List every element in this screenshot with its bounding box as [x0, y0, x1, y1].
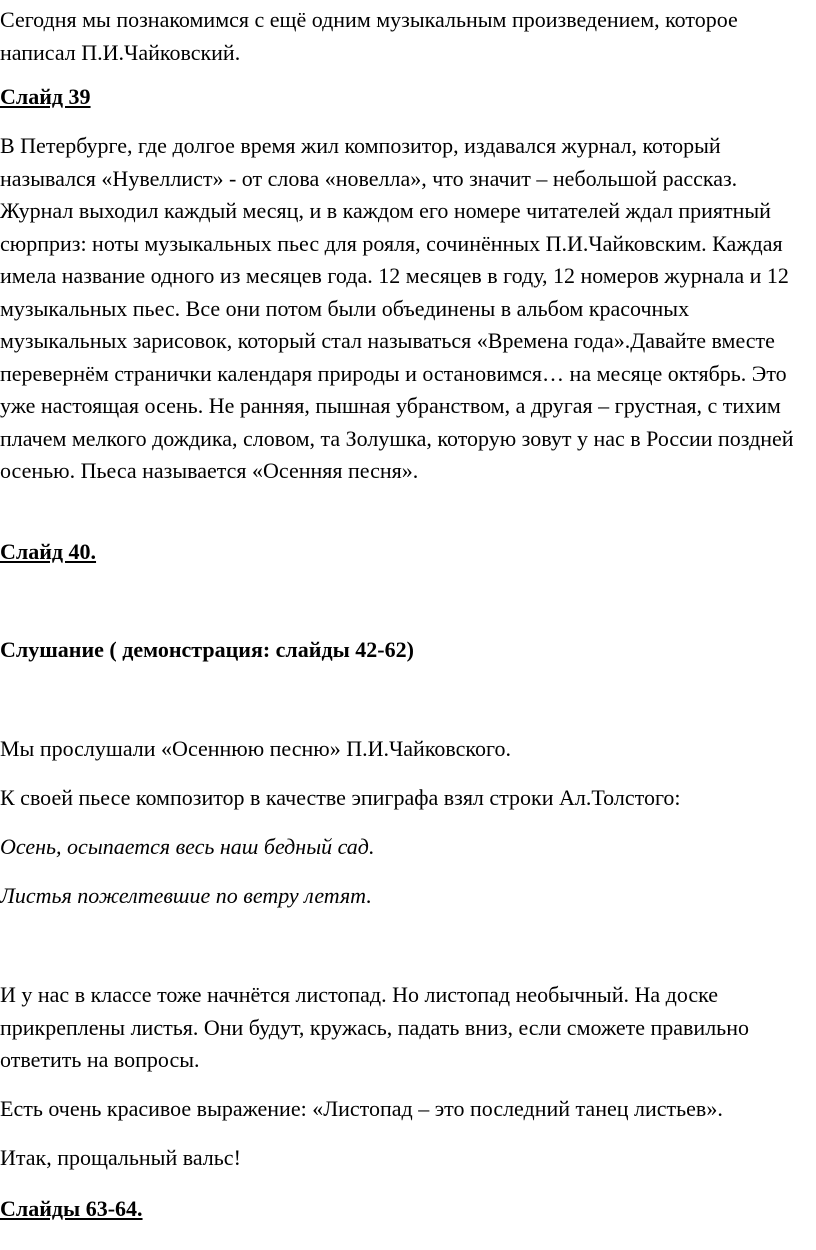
slides-63-64-heading: Слайды 63-64. — [0, 1196, 143, 1221]
expression-paragraph: Есть очень красивое выражение: «Листопад – это последний танец листьев». — [0, 1096, 723, 1121]
poem-line-1: Осень, осыпается весь наш бедный сад. — [0, 834, 375, 859]
waltz-paragraph: Итак, прощальный вальс! — [0, 1145, 241, 1170]
slide-39-paragraph: В Петербурге, где долгое время жил композитор, издавался журнал, который назывался «Нувеллист» - от слова «новелла», что значит – небольшой рассказ. Журнал выходил каждый месяц, и в каждом его номере читателей ждал приятный сюрприз: ноты музыкальных пьес для рояля, сочинённых П.И.Чайковским. Каждая имела название одного из месяцев года. 12 месяцев в году, 12 номеров журнала и 12 музыкальных пьес. Все они потом были объединены в альбом красочных музыкальных зарисовок, который стал называться «Времена года».Давайте вместе перевернём странички календаря природы и остановимся… на месяце октябрь. Это уже настоящая осень. Не ранняя, пышная убранством, а другая – грустная, с тихим плачем мелкого дождика, словом, та Золушка, которую зовут у нас в России поздней осенью. Пьеса называется «Осенняя песня». — [0, 133, 794, 483]
slide-40-heading: Слайд 40. — [0, 539, 97, 564]
listening-heading: Слушание ( демонстрация: слайды 42-62) — [0, 637, 414, 662]
after-listening-paragraph: Мы прослушали «Осеннюю песню» П.И.Чайковского. — [0, 736, 511, 761]
epigraph-intro-paragraph: К своей пьесе композитор в качестве эпиграфа взял строки Ал.Толстого: — [0, 785, 681, 810]
poem-line-2: Листья пожелтевшие по ветру летят. — [0, 883, 372, 908]
slide-39-heading: Слайд 39 — [0, 84, 91, 109]
leaf-fall-paragraph: И у нас в классе тоже начнётся листопад. Но листопад необычный. На доске прикреплены листья. Они будут, кружась, падать вниз, если сможете правильно ответить на вопросы. — [0, 982, 749, 1072]
intro-paragraph: Сегодня мы познакомимся с ещё одним музыкальным произведением, которое написал П.И.Чайковский. — [0, 7, 738, 65]
